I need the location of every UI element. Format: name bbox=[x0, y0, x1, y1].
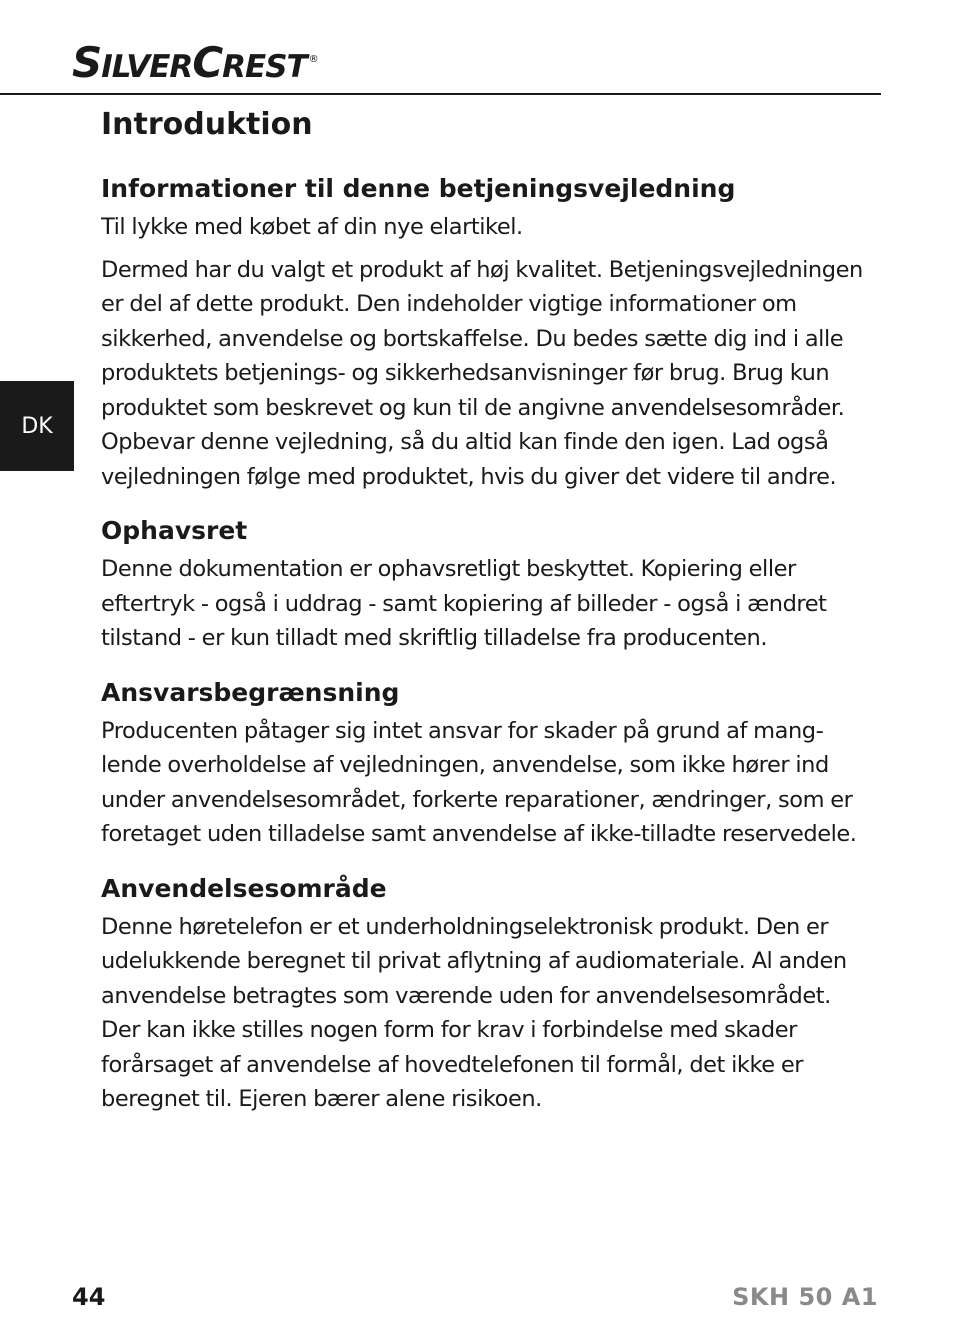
section-heading: Ophavsret bbox=[101, 516, 248, 545]
main-content bbox=[101, 104, 871, 1137]
section-paragraph: Til lykke med købet af din nye elartikel. bbox=[101, 214, 523, 240]
logo-text: REST bbox=[222, 49, 307, 85]
section-heading: Ansvarsbegrænsning bbox=[101, 677, 400, 707]
section-paragraph: Denne høretelefon er et underholdningselektronisk produkt. Den er udelukkende beregnet til privat aflytning af audiomateriale. Al anden anvendelse betragtes som værende uden for anvendelsesområdet. Der kan ikke stilles nogen form for krav i forbindelse med skader forårsaget af anvendelse af hovedtelefonen til formål, det ikke er beregnet til. Ejeren bærer alene risikoen. bbox=[101, 913, 847, 1112]
section-heading: Informationer til denne betjeningsvejledning bbox=[101, 174, 736, 203]
section-heading: Anvendelsesområde bbox=[101, 873, 387, 903]
language-tab bbox=[0, 381, 74, 471]
logo-letter: C bbox=[192, 38, 223, 87]
section-intended-use bbox=[101, 872, 871, 1117]
brand-logo bbox=[72, 40, 319, 86]
language-tab-label: DK bbox=[21, 413, 53, 439]
registered-mark: ® bbox=[308, 54, 319, 65]
section-paragraph: Producenten påtager sig intet ansvar for skader på grund af mang-lende overholdelse af vejledningen, anvendelse, som ikke hører ind under anvendelsesområdet, forkerte reparationer, ændringer, som er foretaget uden tilladelse samt anvendelse af ikke-tilladte reservedele. bbox=[101, 717, 857, 847]
section-information bbox=[101, 172, 871, 494]
model-number: SKH 50 A1 bbox=[732, 1283, 878, 1311]
section-liability bbox=[101, 676, 871, 852]
section-paragraph: Denne dokumentation er ophavsretligt beskyttet. Kopiering eller eftertryk - også i uddrag - samt kopiering af billeder - også i ændret tilstand - er kun tilladt med skriftlig tilladelse fra producenten. bbox=[101, 556, 827, 651]
logo-text: ILVER bbox=[101, 49, 193, 85]
page-number: 44 bbox=[72, 1283, 106, 1311]
header-divider bbox=[0, 93, 881, 95]
section-paragraph: Dermed har du valgt et produkt af høj kvalitet. Betjeningsvejledningen er del af dette produkt. Den indeholder vigtige informationer om sikkerhed, anvendelse og bortskaffelse. Du bedes sætte dig ind i alle produktets betjenings- og sikkerhedsanvisninger før brug. Brug kun produktet som beskrevet og kun til de angivne anvendelsesområder. Opbevar denne vejledning, så du altid kan finde den igen. Lad også vejledningen følge med produktet, hvis du giver det videre til andre. bbox=[101, 256, 863, 490]
logo-letter: S bbox=[72, 38, 102, 87]
section-copyright bbox=[101, 514, 871, 656]
page-title: Introduktion bbox=[101, 107, 313, 142]
